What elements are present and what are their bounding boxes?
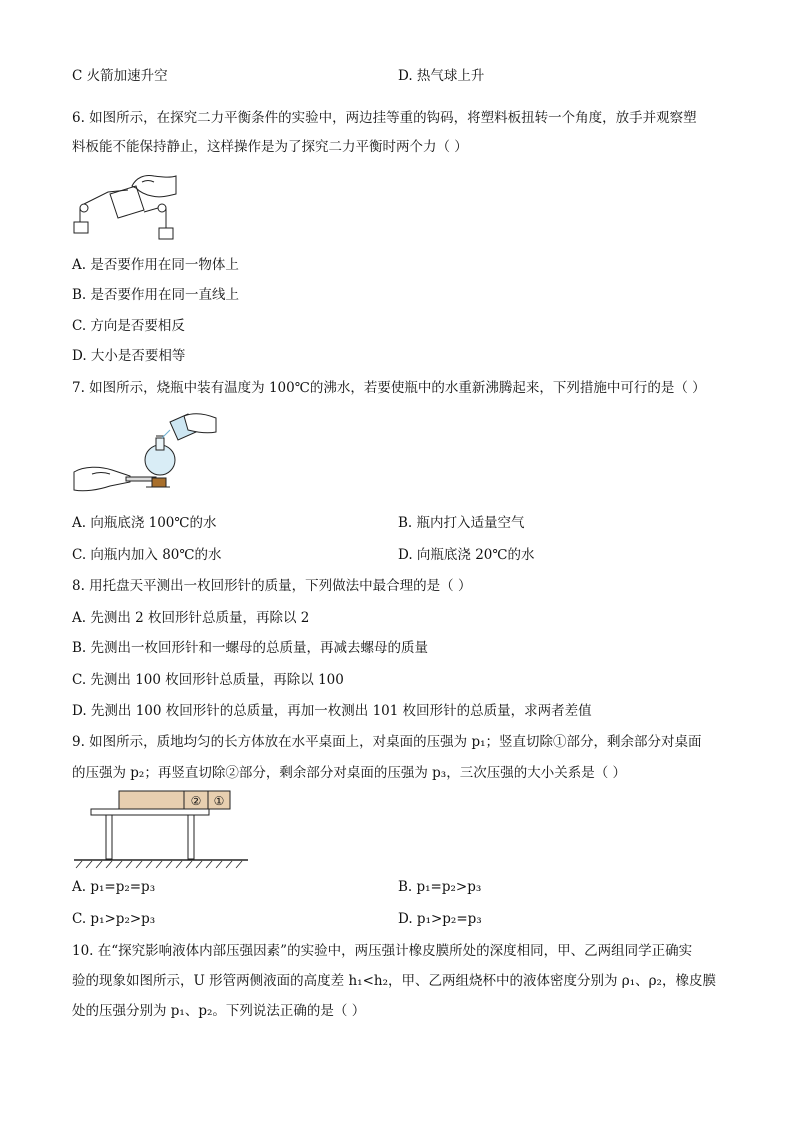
q9-figure-label-1: ① bbox=[213, 794, 225, 808]
q9-figure-label-2: ② bbox=[190, 794, 202, 808]
q9-option-d: D. p₁>p₂=p₃ bbox=[398, 911, 482, 927]
q6-option-a: A. 是否要作用在同一物体上 bbox=[72, 257, 239, 273]
q5-option-d: D. 热气球上升 bbox=[398, 68, 485, 84]
q7-stem-line1: 7. 如图所示，烧瓶中装有温度为 100℃的沸水，若要使瓶中的水重新沸腾起来，下列措施中可行的是（ ） bbox=[72, 380, 706, 396]
q6-option-d: D. 大小是否要相等 bbox=[72, 348, 186, 364]
q5-option-c: C 火箭加速升空 bbox=[72, 68, 168, 84]
q7-figure-boiling-flask bbox=[70, 410, 220, 502]
q9-stem-line1: 9. 如图所示，质地均匀的长方体放在水平桌面上，对桌面的压强为 p₁；竖直切除①部分，剩余部分对桌面 bbox=[72, 734, 702, 750]
q10-stem-line2: 验的现象如图所示，U 形管两侧液面的高度差 h₁<h₂，甲、乙两组烧杯中的液体密度分别为 ρ₁、ρ₂，橡皮膜 bbox=[72, 973, 716, 989]
q8-option-d: D. 先测出 100 枚回形针的总质量，再加一枚测出 101 枚回形针的总质量，求两者差值 bbox=[72, 703, 592, 719]
q6-figure-plastic-board bbox=[70, 168, 182, 244]
q9-stem-line2: 的压强为 p₂；再竖直切除②部分，剩余部分对桌面的压强为 p₃，三次压强的大小关系是（ ） bbox=[72, 765, 626, 781]
q9-figure-block-on-table bbox=[72, 788, 250, 870]
q7-option-c: C. 向瓶内加入 80℃的水 bbox=[72, 547, 222, 563]
q6-stem-line1: 6. 如图所示，在探究二力平衡条件的实验中，两边挂等重的钩码，将塑料板扭转一个角度，放手并观察塑 bbox=[72, 110, 697, 126]
q7-option-b: B. 瓶内打入适量空气 bbox=[398, 515, 525, 531]
q6-option-b: B. 是否要作用在同一直线上 bbox=[72, 287, 240, 303]
q9-option-b: B. p₁=p₂>p₃ bbox=[398, 879, 482, 895]
q8-option-c: C. 先测出 100 枚回形针总质量，再除以 100 bbox=[72, 672, 344, 688]
q10-stem-line3: 处的压强分别为 p₁、p₂。下列说法正确的是（ ） bbox=[72, 1003, 366, 1019]
q6-option-c: C. 方向是否要相反 bbox=[72, 318, 185, 334]
q8-option-b: B. 先测出一枚回形针和一螺母的总质量，再减去螺母的质量 bbox=[72, 640, 429, 656]
q7-option-a: A. 向瓶底浇 100℃的水 bbox=[72, 515, 217, 531]
q8-stem-line1: 8. 用托盘天平测出一枚回形针的质量，下列做法中最合理的是（ ） bbox=[72, 578, 472, 594]
q9-option-a: A. p₁=p₂=p₃ bbox=[72, 879, 156, 895]
q7-option-d: D. 向瓶底浇 20℃的水 bbox=[398, 547, 535, 563]
q10-stem-line1: 10. 在“探究影响液体内部压强因素”的实验中，两压强计橡皮膜所处的深度相同，甲、乙两组同学正确实 bbox=[72, 943, 693, 959]
q8-option-a: A. 先测出 2 枚回形针总质量，再除以 2 bbox=[72, 610, 310, 626]
q9-option-c: C. p₁>p₂>p₃ bbox=[72, 911, 156, 927]
q6-stem-line2: 料板能不能保持静止，这样操作是为了探究二力平衡时两个力（ ） bbox=[72, 139, 468, 155]
